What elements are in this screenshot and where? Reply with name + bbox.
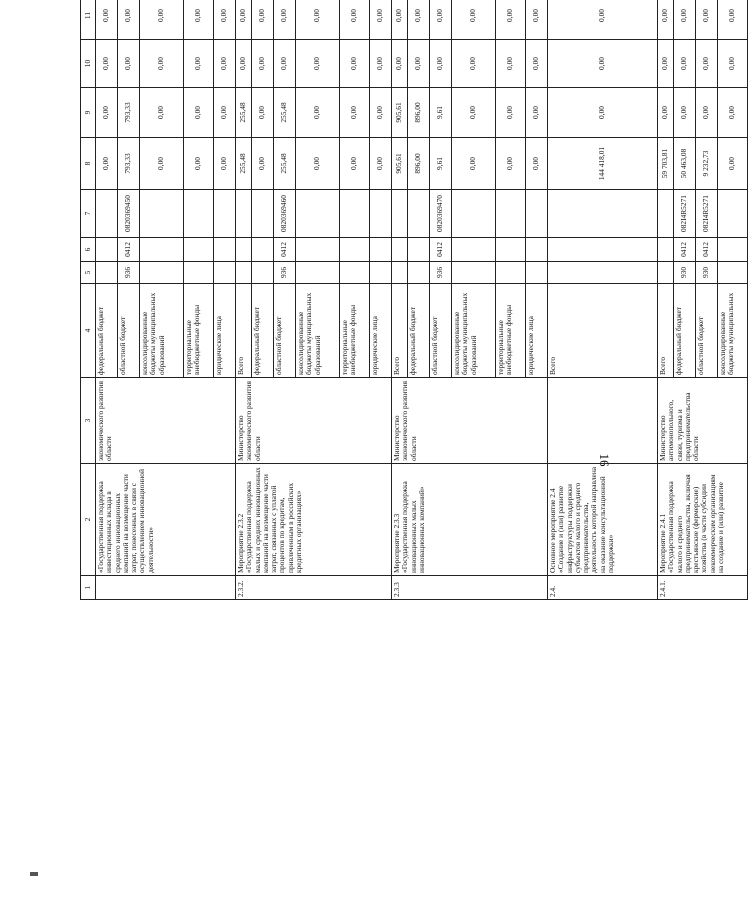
amount-cell-10: 0,00 bbox=[696, 40, 718, 88]
amount-cell-8: 793,33 bbox=[118, 138, 140, 190]
grbs-cell bbox=[526, 262, 548, 284]
amount-cell-10: 0,00 bbox=[658, 40, 674, 88]
amount-cell-10: 0,00 bbox=[718, 40, 748, 88]
amount-cell-9: 255,48 bbox=[274, 88, 296, 138]
amount-cell-9: 0,00 bbox=[296, 88, 340, 138]
grbs-cell bbox=[236, 262, 252, 284]
amount-cell-9: 0,00 bbox=[526, 88, 548, 138]
csr-cell bbox=[214, 190, 236, 238]
funding-source-cell: областной бюджет bbox=[118, 284, 140, 378]
amount-cell-8: 144 418,01 bbox=[548, 138, 658, 190]
budget-table bbox=[80, 0, 748, 600]
rzpr-cell: 0412 bbox=[696, 238, 718, 262]
amount-cell-10: 0,00 bbox=[274, 40, 296, 88]
amount-cell-9: 0,00 bbox=[496, 88, 526, 138]
header-cell-10: 10 bbox=[81, 40, 96, 88]
amount-cell-8: 0,00 bbox=[140, 138, 184, 190]
amount-cell-8: 0,00 bbox=[214, 138, 236, 190]
grbs-cell: 936 bbox=[118, 262, 140, 284]
funding-source-cell: Всего bbox=[548, 284, 658, 378]
amount-cell-9: 905,61 bbox=[392, 88, 408, 138]
executor-cell: Министерство антимонопольного, связи, туризма и предпринимательства области bbox=[658, 378, 748, 464]
amount-cell-8: 50 463,08 bbox=[674, 138, 696, 190]
row-number-cell bbox=[96, 576, 236, 600]
amount-cell-11: 0,00 bbox=[340, 0, 370, 40]
csr-cell bbox=[496, 190, 526, 238]
header-cell-1: 1 bbox=[81, 576, 96, 600]
funding-source-cell: территориальные внебюджетные фонды bbox=[340, 284, 370, 378]
row-number-cell: 2.4. bbox=[548, 576, 658, 600]
rzpr-cell bbox=[658, 238, 674, 262]
funding-source-cell: консолидированные бюджеты муниципальных образований bbox=[452, 284, 496, 378]
amount-cell-10: 0,00 bbox=[296, 40, 340, 88]
amount-cell-9: 793,33 bbox=[118, 88, 140, 138]
amount-cell-9: 0,00 bbox=[96, 88, 118, 138]
funding-source-cell: юридические лица bbox=[526, 284, 548, 378]
csr-cell bbox=[718, 190, 748, 238]
amount-cell-9: 9,61 bbox=[430, 88, 452, 138]
executor-cell: Министерство экономического развития области bbox=[236, 378, 392, 464]
row-number-cell: 2.3.2. bbox=[236, 576, 392, 600]
amount-cell-8: 896,00 bbox=[408, 138, 430, 190]
amount-cell-8: 0,00 bbox=[370, 138, 392, 190]
amount-cell-9: 0,00 bbox=[696, 88, 718, 138]
amount-cell-11: 0,00 bbox=[496, 0, 526, 40]
header-cell-4: 4 bbox=[81, 284, 96, 378]
rzpr-cell bbox=[392, 238, 408, 262]
csr-cell bbox=[252, 190, 274, 238]
header-cell-6: 6 bbox=[81, 238, 96, 262]
csr-cell bbox=[392, 190, 408, 238]
header-cell-11: 11 bbox=[81, 0, 96, 40]
amount-cell-10: 0,00 bbox=[496, 40, 526, 88]
amount-cell-9: 0,00 bbox=[252, 88, 274, 138]
csr-cell: 0820369470 bbox=[430, 190, 452, 238]
executor-cell bbox=[548, 378, 658, 464]
amount-cell-11: 0,00 bbox=[274, 0, 296, 40]
rzpr-cell bbox=[496, 238, 526, 262]
funding-source-cell: Всего bbox=[236, 284, 252, 378]
grbs-cell bbox=[214, 262, 236, 284]
amount-cell-8: 9 232,73 bbox=[696, 138, 718, 190]
measure-name-cell: Мероприятие 2.4.1 «Государственная поддержка малого и среднего предпринимательства, включая крестьянские (фермерские) хозяйства (в части субсидии некоммерческим организациям на создание и (или) развитие bbox=[658, 464, 748, 576]
funding-source-cell: территориальные внебюджетные фонды bbox=[184, 284, 214, 378]
rotated-table-holder bbox=[80, 9, 737, 895]
amount-cell-8: 255,48 bbox=[236, 138, 252, 190]
amount-cell-10: 0,00 bbox=[674, 40, 696, 88]
amount-cell-8: 0,00 bbox=[96, 138, 118, 190]
csr-cell bbox=[526, 190, 548, 238]
amount-cell-11: 0,00 bbox=[252, 0, 274, 40]
amount-cell-11: 0,00 bbox=[548, 0, 658, 40]
measure-name-cell: Мероприятие 2.3.3 «Государственная поддержка инновационных малых инновационных компаний» bbox=[392, 464, 548, 576]
amount-cell-9: 0,00 bbox=[718, 88, 748, 138]
grbs-cell bbox=[252, 262, 274, 284]
amount-cell-8: 0,00 bbox=[718, 138, 748, 190]
amount-cell-11: 0,00 bbox=[370, 0, 392, 40]
grbs-cell: 936 bbox=[430, 262, 452, 284]
grbs-cell bbox=[718, 262, 748, 284]
amount-cell-10: 0,00 bbox=[184, 40, 214, 88]
csr-cell bbox=[140, 190, 184, 238]
csr-cell bbox=[452, 190, 496, 238]
rzpr-cell bbox=[140, 238, 184, 262]
amount-cell-9: 0,00 bbox=[548, 88, 658, 138]
csr-cell bbox=[548, 190, 658, 238]
grbs-cell bbox=[370, 262, 392, 284]
header-cell-7: 7 bbox=[81, 190, 96, 238]
grbs-cell bbox=[140, 262, 184, 284]
scan-mark bbox=[30, 872, 38, 876]
amount-cell-11: 0,00 bbox=[658, 0, 674, 40]
csr-cell: 0820369450 bbox=[118, 190, 140, 238]
amount-cell-8: 0,00 bbox=[340, 138, 370, 190]
rzpr-cell bbox=[236, 238, 252, 262]
rzpr-cell bbox=[214, 238, 236, 262]
amount-cell-8: 0,00 bbox=[452, 138, 496, 190]
amount-cell-11: 0,00 bbox=[392, 0, 408, 40]
amount-cell-9: 0,00 bbox=[452, 88, 496, 138]
measure-name-cell: «Государственная поддержка инвестиционных вклада в среднего инновационных компаний на возмещение части затрат, понесенных в связи с осуществлением инновационной деятельности» bbox=[96, 464, 236, 576]
amount-cell-10: 0,00 bbox=[370, 40, 392, 88]
csr-cell bbox=[340, 190, 370, 238]
grbs-cell: 930 bbox=[674, 262, 696, 284]
measure-name-cell: Мероприятие 2.3.2 «Государственная поддержка малых и средних инновационных компаний на возмещение части затрат, связанных с уплатой процентов по кредитам, привлеченным в российских кредитных организациях» bbox=[236, 464, 392, 576]
amount-cell-9: 0,00 bbox=[370, 88, 392, 138]
funding-source-cell: консолидированные бюджеты муниципальных образований bbox=[296, 284, 340, 378]
amount-cell-9: 0,00 bbox=[214, 88, 236, 138]
amount-cell-11: 0,00 bbox=[452, 0, 496, 40]
grbs-cell bbox=[496, 262, 526, 284]
rzpr-cell bbox=[252, 238, 274, 262]
amount-cell-10: 0,00 bbox=[526, 40, 548, 88]
amount-cell-8: 0,00 bbox=[184, 138, 214, 190]
amount-cell-10: 0,00 bbox=[140, 40, 184, 88]
header-cell-5: 5 bbox=[81, 262, 96, 284]
rzpr-cell bbox=[526, 238, 548, 262]
csr-cell bbox=[408, 190, 430, 238]
rzpr-cell bbox=[452, 238, 496, 262]
amount-cell-9: 255,48 bbox=[236, 88, 252, 138]
grbs-cell: 936 bbox=[274, 262, 296, 284]
amount-cell-11: 0,00 bbox=[140, 0, 184, 40]
csr-cell bbox=[296, 190, 340, 238]
funding-source-cell: федеральный бюджет bbox=[96, 284, 118, 378]
amount-cell-8: 0,00 bbox=[252, 138, 274, 190]
rzpr-cell bbox=[370, 238, 392, 262]
header-cell-3: 3 bbox=[81, 378, 96, 464]
rzpr-cell: 0412 bbox=[430, 238, 452, 262]
page-number: 16 bbox=[597, 453, 612, 467]
rzpr-cell: 0412 bbox=[274, 238, 296, 262]
funding-source-cell: территориальные внебюджетные фонды bbox=[496, 284, 526, 378]
amount-cell-11: 0,00 bbox=[96, 0, 118, 40]
csr-cell bbox=[370, 190, 392, 238]
rzpr-cell bbox=[340, 238, 370, 262]
amount-cell-10: 0,00 bbox=[452, 40, 496, 88]
amount-cell-11: 0,00 bbox=[214, 0, 236, 40]
executor-cell: Министерство экономического развития области bbox=[392, 378, 548, 464]
amount-cell-10: 0,00 bbox=[118, 40, 140, 88]
amount-cell-10: 0,00 bbox=[96, 40, 118, 88]
amount-cell-11: 0,00 bbox=[184, 0, 214, 40]
amount-cell-8: 59 703,81 bbox=[658, 138, 674, 190]
amount-cell-11: 0,00 bbox=[526, 0, 548, 40]
header-cell-8: 8 bbox=[81, 138, 96, 190]
table-row bbox=[96, 0, 118, 600]
amount-cell-9: 0,00 bbox=[184, 88, 214, 138]
amount-cell-9: 0,00 bbox=[340, 88, 370, 138]
csr-cell: 0820369460 bbox=[274, 190, 296, 238]
header-cell-2: 2 bbox=[81, 464, 96, 576]
amount-cell-8: 905,61 bbox=[392, 138, 408, 190]
grbs-cell bbox=[296, 262, 340, 284]
funding-source-cell: консолидированные бюджеты муниципальных образований bbox=[140, 284, 184, 378]
amount-cell-11: 0,00 bbox=[118, 0, 140, 40]
amount-cell-11: 0,00 bbox=[674, 0, 696, 40]
header-row bbox=[81, 0, 96, 600]
csr-cell bbox=[658, 190, 674, 238]
grbs-cell bbox=[96, 262, 118, 284]
amount-cell-8: 0,00 bbox=[296, 138, 340, 190]
funding-source-cell: федеральный бюджет bbox=[674, 284, 696, 378]
funding-source-cell: юридические лица bbox=[370, 284, 392, 378]
amount-cell-11: 0,00 bbox=[430, 0, 452, 40]
amount-cell-9: 0,00 bbox=[674, 88, 696, 138]
rzpr-cell bbox=[296, 238, 340, 262]
amount-cell-9: 896,00 bbox=[408, 88, 430, 138]
amount-cell-8: 9,61 bbox=[430, 138, 452, 190]
rzpr-cell: 0412 bbox=[118, 238, 140, 262]
row-number-cell: 2.3.3 bbox=[392, 576, 548, 600]
grbs-cell bbox=[658, 262, 674, 284]
amount-cell-10: 0,00 bbox=[252, 40, 274, 88]
amount-cell-10: 0,00 bbox=[408, 40, 430, 88]
funding-source-cell: Всего bbox=[392, 284, 408, 378]
amount-cell-10: 0,00 bbox=[214, 40, 236, 88]
csr-cell bbox=[96, 190, 118, 238]
amount-cell-11: 0,00 bbox=[718, 0, 748, 40]
grbs-cell bbox=[184, 262, 214, 284]
table-row bbox=[658, 0, 674, 600]
amount-cell-10: 0,00 bbox=[548, 40, 658, 88]
amount-cell-8: 255,48 bbox=[274, 138, 296, 190]
table-row bbox=[392, 0, 408, 600]
amount-cell-11: 0,00 bbox=[408, 0, 430, 40]
amount-cell-10: 0,00 bbox=[430, 40, 452, 88]
header-cell-9: 9 bbox=[81, 88, 96, 138]
amount-cell-8: 0,00 bbox=[496, 138, 526, 190]
grbs-cell bbox=[548, 262, 658, 284]
executor-cell: экономического развития области bbox=[96, 378, 236, 464]
rzpr-cell bbox=[184, 238, 214, 262]
csr-cell: 082I4R5271 bbox=[674, 190, 696, 238]
row-number-cell: 2.4.1. bbox=[658, 576, 748, 600]
grbs-cell bbox=[340, 262, 370, 284]
funding-source-cell: областной бюджет bbox=[430, 284, 452, 378]
amount-cell-11: 0,00 bbox=[236, 0, 252, 40]
amount-cell-9: 0,00 bbox=[658, 88, 674, 138]
grbs-cell bbox=[408, 262, 430, 284]
funding-source-cell: консолидированные бюджеты муниципальных bbox=[718, 284, 748, 378]
table-row bbox=[548, 0, 658, 600]
funding-source-cell: юридические лица bbox=[214, 284, 236, 378]
rzpr-cell bbox=[718, 238, 748, 262]
rzpr-cell bbox=[408, 238, 430, 262]
budget-table-container bbox=[80, 0, 737, 600]
funding-source-cell: областной бюджет bbox=[696, 284, 718, 378]
amount-cell-9: 0,00 bbox=[140, 88, 184, 138]
funding-source-cell: Всего bbox=[658, 284, 674, 378]
funding-source-cell: областной бюджет bbox=[274, 284, 296, 378]
grbs-cell: 930 bbox=[696, 262, 718, 284]
rzpr-cell bbox=[96, 238, 118, 262]
csr-cell bbox=[184, 190, 214, 238]
rzpr-cell: 0412 bbox=[674, 238, 696, 262]
amount-cell-10: 0,00 bbox=[392, 40, 408, 88]
grbs-cell bbox=[452, 262, 496, 284]
csr-cell: 082I4R5271 bbox=[696, 190, 718, 238]
funding-source-cell: федеральный бюджет bbox=[252, 284, 274, 378]
amount-cell-10: 0,00 bbox=[236, 40, 252, 88]
csr-cell bbox=[236, 190, 252, 238]
amount-cell-10: 0,00 bbox=[340, 40, 370, 88]
amount-cell-11: 0,00 bbox=[296, 0, 340, 40]
table-row bbox=[236, 0, 252, 600]
amount-cell-11: 0,00 bbox=[696, 0, 718, 40]
funding-source-cell: федеральный бюджет bbox=[408, 284, 430, 378]
measure-name-cell: Основное мероприятие 2.4 «Создание и (или) развитие инфраструктуры поддержки субъектов малого и среднего предпринимательства, деятельность которой направлена на оказание консультационной поддержки» bbox=[548, 464, 658, 576]
grbs-cell bbox=[392, 262, 408, 284]
amount-cell-8: 0,00 bbox=[526, 138, 548, 190]
rzpr-cell bbox=[548, 238, 658, 262]
